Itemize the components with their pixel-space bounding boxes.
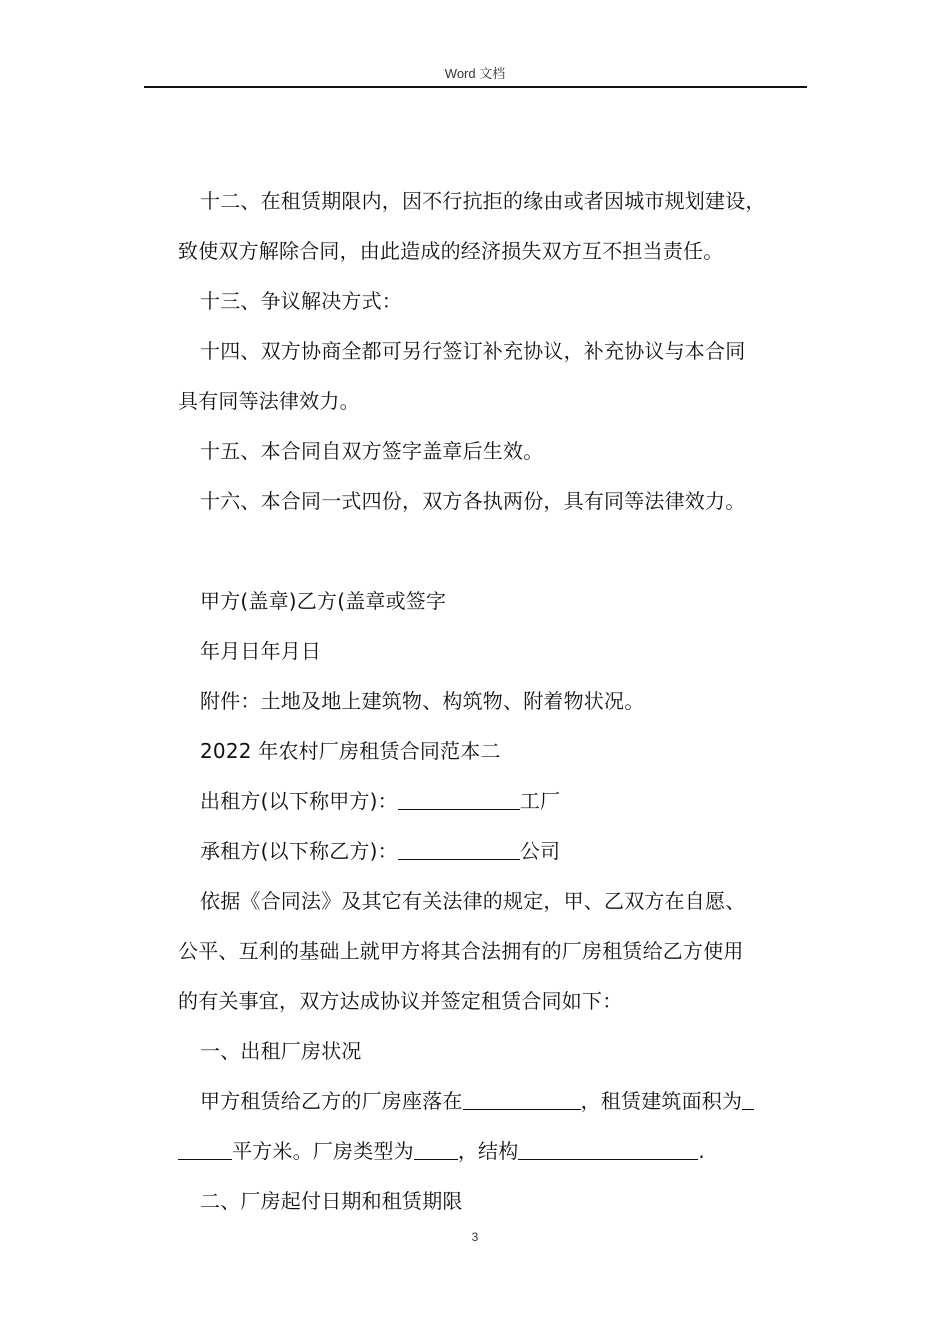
paragraph-clause-12-line-1: 十二、在租赁期限内，因不行抗拒的缘由或者因城市规划建设， bbox=[200, 189, 766, 213]
premises-period: . bbox=[698, 1139, 705, 1163]
premises-area-blank-end bbox=[178, 1139, 232, 1160]
contract-title-2: 2022 年农村厂房租赁合同范本二 bbox=[200, 739, 501, 763]
premises-location-blank bbox=[463, 1089, 581, 1110]
lessee-line bbox=[178, 826, 810, 876]
premises-line-2 bbox=[178, 1126, 810, 1176]
section-heading-1: 一、出租厂房状况 bbox=[200, 1039, 362, 1063]
page-number: 3 bbox=[471, 1230, 479, 1244]
lessee-blank bbox=[398, 839, 520, 860]
premises-location-label: 甲方租赁给乙方的厂房座落在 bbox=[200, 1089, 463, 1113]
paragraph-clause-13: 十三、争议解决方式： bbox=[200, 289, 402, 313]
lessor-label: 出租方(以下称甲方)： bbox=[200, 789, 398, 813]
premises-line-1 bbox=[178, 1076, 810, 1126]
premises-type-label: 平方米。厂房类型为 bbox=[232, 1139, 414, 1163]
lessor-blank bbox=[398, 789, 520, 810]
lessor-line bbox=[178, 776, 810, 826]
blank-line bbox=[178, 526, 810, 576]
header-divider bbox=[144, 86, 807, 88]
document-body bbox=[178, 176, 810, 1226]
paragraph-clause-14-line-1: 十四、双方协商全都可另行签订补充协议，补充协议与本合同 bbox=[200, 339, 746, 363]
preamble-line-1: 依据《合同法》及其它有关法律的规定，甲、乙双方在自愿、 bbox=[200, 889, 746, 913]
signature-date-line: 年月日年月日 bbox=[200, 639, 322, 663]
preamble-line-2: 公平、互利的基础上就甲方将其合法拥有的厂房租赁给乙方使用 bbox=[178, 939, 744, 963]
premises-area-label: ，租赁建筑面积为 bbox=[580, 1089, 743, 1113]
premises-structure-blank bbox=[518, 1139, 698, 1160]
paragraph-clause-12-line-2: 致使双方解除合同，由此造成的经济损失双方互不担当责任。 bbox=[178, 239, 724, 263]
page-header-title: Word 文档 bbox=[444, 66, 506, 81]
paragraph-clause-16: 十六、本合同一式四份，双方各执两份，具有同等法律效力。 bbox=[200, 489, 746, 513]
section-heading-2: 二、厂房起付日期和租赁期限 bbox=[200, 1189, 463, 1213]
premises-type-blank bbox=[414, 1139, 458, 1160]
preamble-line-3: 的有关事宜，双方达成协议并签定租赁合同如下： bbox=[178, 989, 623, 1013]
signature-parties-line: 甲方(盖章)乙方(盖章或签字 bbox=[200, 589, 447, 613]
lessor-suffix: 工厂 bbox=[519, 789, 561, 813]
lessee-suffix: 公司 bbox=[519, 839, 561, 863]
attachment-line: 附件：土地及地上建筑物、构筑物、附着物状况。 bbox=[200, 689, 645, 713]
premises-area-blank-start bbox=[742, 1089, 754, 1110]
premises-structure-label: ，结构 bbox=[457, 1139, 519, 1163]
paragraph-clause-14-line-2: 具有同等法律效力。 bbox=[178, 389, 360, 413]
lessee-label: 承租方(以下称乙方)： bbox=[200, 839, 398, 863]
paragraph-clause-15: 十五、本合同自双方签字盖章后生效。 bbox=[200, 439, 544, 463]
